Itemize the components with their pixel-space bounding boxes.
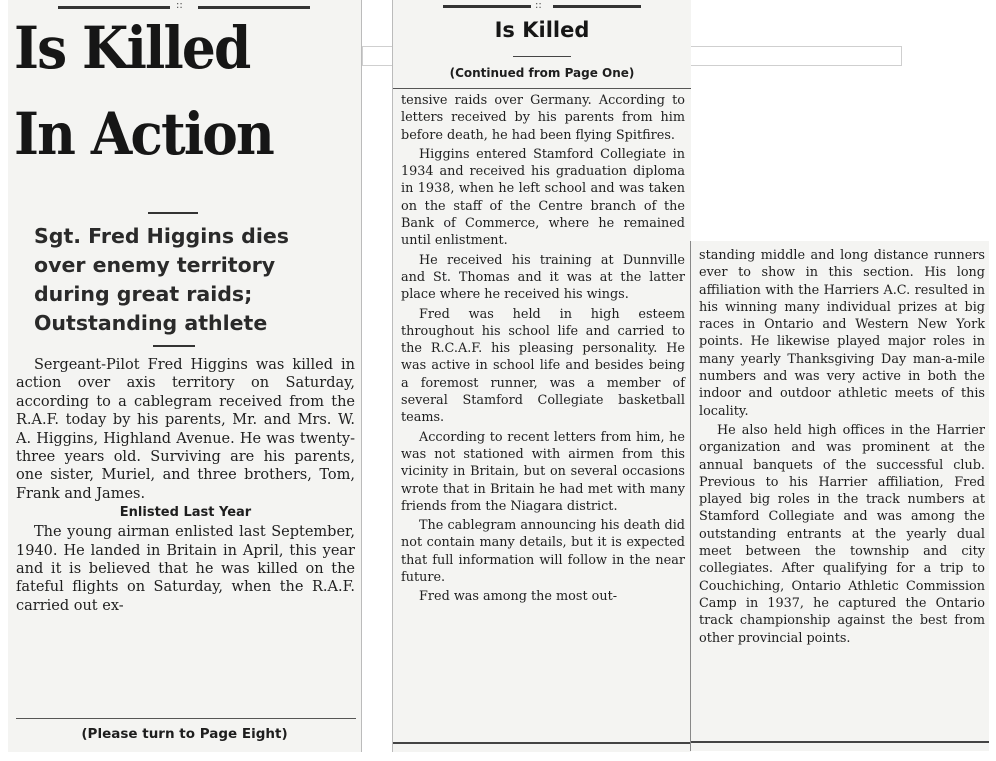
paragraph: He received his training at Dunnville and St. Thomas and it was at the latter place where he received his wings. bbox=[401, 252, 685, 303]
paragraph: According to recent letters from him, he was not stationed with airmen from this vicinity in Britain, but on several occasions wrote that in Britain he had met with many friends from the Niagara district. bbox=[401, 429, 685, 514]
divider bbox=[153, 345, 195, 347]
paragraph: Higgins entered Stamford Collegiate in 1934 and received his graduation diploma in 1938, when he left school and was taken on the staff of the Centre branch of the Bank of Commerce, where he remained until enlistment. bbox=[401, 146, 685, 249]
section-subhead: Enlisted Last Year bbox=[119, 505, 252, 521]
headline-line-2: In Action bbox=[14, 100, 273, 168]
divider bbox=[513, 56, 571, 57]
paragraph: The cablegram announcing his death did not contain many details, but it is expected that full information will follow in the near future. bbox=[401, 518, 685, 586]
paragraph: Fred was held in high esteem throughout his school life and carried to the R.C.A.F. his pleasing personality. He was active in school life and besides being a foremost runner, was a member of several Stamford Collegiate basketball teams. bbox=[401, 306, 685, 426]
paragraph: standing middle and long distance runners ever to show in this section. His long affiliation with the Harriers A.C. resulted in his winning many individual prizes at big races in Ontario and Western New York points. He likewise played major roles in many yearly Thanksgiving Day man-a-mile numbers and was very active in both the indoor and outdoor athletic meets of this locality. bbox=[699, 248, 985, 419]
continued-article-column-2 bbox=[690, 241, 989, 751]
paragraph: The young airman enlisted last September, 1940. He landed in Britain in April, this year and it is believed that he was killed on the fateful flights on Saturday, when the R.A.F. carried out ex- bbox=[16, 524, 355, 614]
divider bbox=[148, 212, 198, 214]
continued-note: (Continued from Page One) bbox=[449, 66, 635, 80]
top-rule bbox=[553, 5, 641, 8]
ornament: :: bbox=[535, 0, 542, 11]
divider bbox=[393, 88, 691, 89]
headline-line-1: Is Killed bbox=[14, 14, 250, 82]
top-rule bbox=[443, 5, 531, 8]
article-body bbox=[699, 247, 985, 649]
continued-title: Is Killed bbox=[494, 18, 590, 42]
divider bbox=[691, 741, 989, 743]
continuation-note: (Please turn to Page Eight) bbox=[81, 726, 288, 742]
article-body bbox=[16, 356, 355, 615]
subheadline: Sgt. Fred Higgins dies over enemy territory during great raids; Outstanding athlete bbox=[34, 224, 289, 335]
paragraph: He also held high offices in the Harrier organization and was prominent at the annual banquets of the successful club. Previous to his Harrier affiliation, Fred played big roles in the track numbers at Stamford Collegiate and was among the outstanding entrants at the yearly dual meet between the township and city collegiates. After qualifying for a trip to Couchiching, Ontario Athletic Commission Camp in 1937, he captured the Ontario track championship against the best from other provincial points. bbox=[699, 422, 985, 646]
front-page-article bbox=[8, 0, 362, 752]
ornament: :: bbox=[176, 0, 183, 11]
paragraph: Sergeant-Pilot Fred Higgins was killed in action over axis territory on Saturday, according to a cablegram received from the R.A.F. today by his parents, Mr. and Mrs. W. A. Higgins, Highland Avenue. He was twenty-three years old. Surviving are his parents, one sister, Muriel, and three brothers, Tom, Frank and James. bbox=[16, 357, 355, 502]
paragraph: Fred was among the most out- bbox=[419, 589, 618, 605]
divider bbox=[16, 718, 356, 719]
continued-article bbox=[392, 0, 691, 752]
paragraph: tensive raids over Germany. According to letters received by his parents from him before death, he had been flying Spitfires. bbox=[401, 93, 685, 143]
background-rule-right bbox=[690, 46, 902, 66]
background-rule-left bbox=[362, 46, 394, 66]
top-rule bbox=[58, 6, 170, 9]
article-body bbox=[401, 92, 685, 608]
divider bbox=[393, 742, 691, 744]
top-rule bbox=[198, 6, 310, 9]
